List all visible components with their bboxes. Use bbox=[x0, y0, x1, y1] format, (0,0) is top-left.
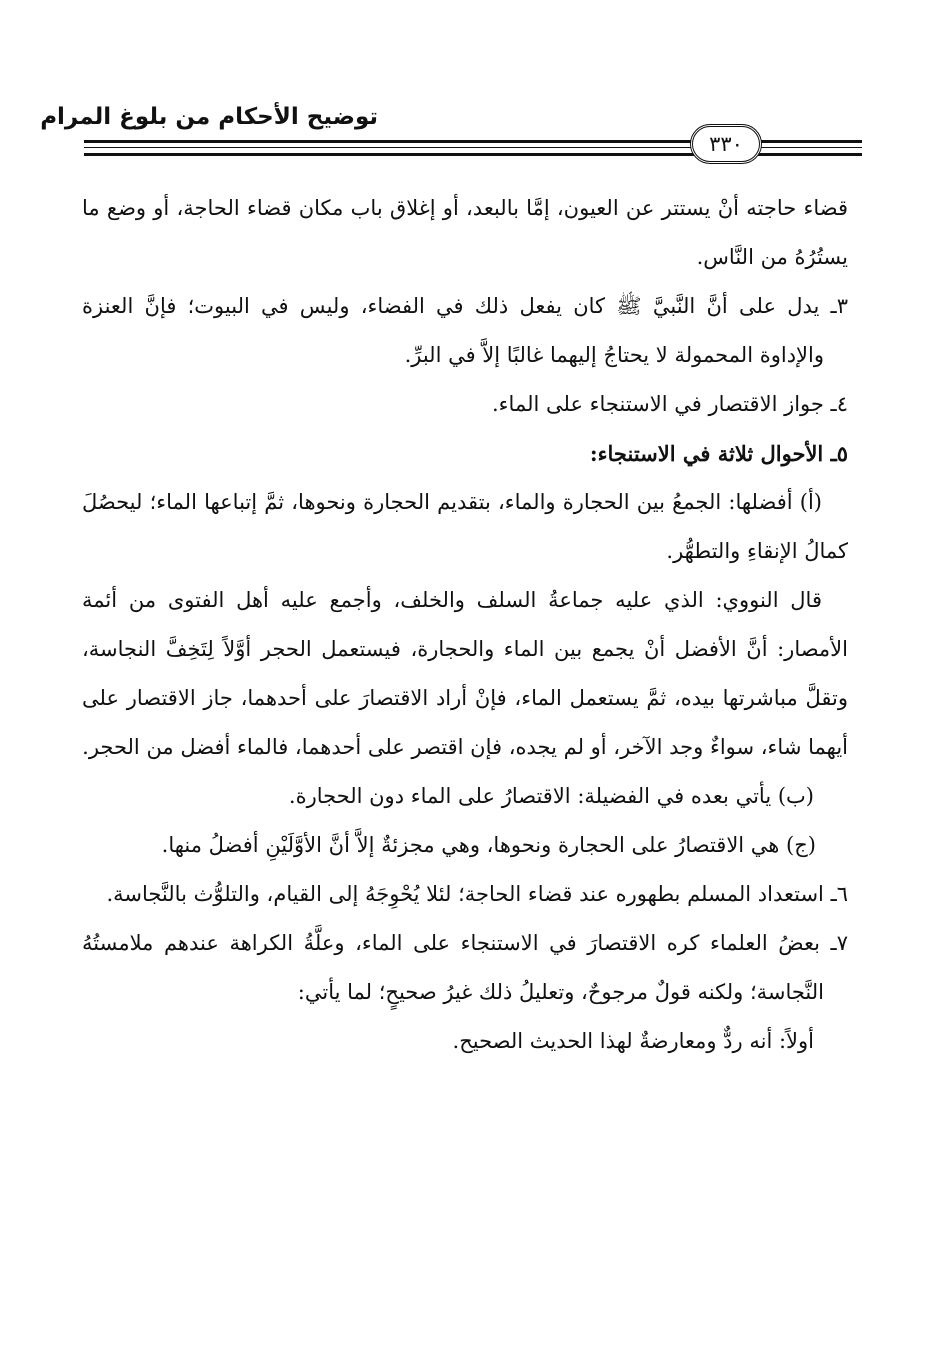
main-text bbox=[82, 184, 848, 1066]
paragraph-first-reason: أولاً: أنه ردٌّ ومعارضةٌ لهذا الحديث الصحيح. bbox=[452, 1029, 814, 1053]
paragraph-continuation: قضاء حاجته أنْ يستتر عن العيون، إمَّا بالبعد، أو إغلاق باب مكان قضاء الحاجة، أو وضع ما يستُرُهُ من النَّاس. bbox=[82, 196, 848, 269]
paragraph-point-5-heading: ٥ـ الأحوال ثلاثة في الاستنجاء: bbox=[589, 441, 848, 466]
page-number-badge bbox=[690, 124, 762, 164]
paragraph-point-6: ٦ـ استعداد المسلم بطهوره عند قضاء الحاجة؛ لئلا يُحْوِجَهُ إلى القيام، والتلوُّث بالنَّجاسة. bbox=[106, 882, 848, 906]
running-header-title: توضيح الأحكام من بلوغ المرام bbox=[40, 104, 378, 130]
paragraph-case-b: (ب) يأتي بعده في الفضيلة: الاقتصارُ على الماء دون الحجارة. bbox=[288, 784, 814, 808]
paragraph-nawawi-quote: قال النووي: الذي عليه جماعةُ السلف والخلف، وأجمع عليه أهل الفتوى من أئمة الأمصار: أنَّ الأفضل أنْ يجمع بين الماء والحجارة، فيستعمل الحجر أوَّلاً لِتَخِفَّ النجاسة، وتقلَّ مباشرتها بيده، ثمَّ يستعمل الماء، فإنْ أراد الاقتصارَ على أحدهما، جاز الاقتصار على أيهما شاء، سواءٌ وجد الآخر، أو لم يجده، فإن اقتصر على أحدهما، فالماء أفضل من الحجر. bbox=[82, 588, 848, 759]
paragraph-point-4: ٤ـ جواز الاقتصار في الاستنجاء على الماء. bbox=[492, 392, 848, 416]
page-number: ٣٣٠ bbox=[709, 131, 743, 156]
paragraph-case-a: (أ) أفضلها: الجمعُ بين الحجارة والماء، بتقديم الحجارة ونحوها، ثمَّ إتباعها الماء؛ ليحصُلَ كمالُ الإنقاءِ والتطهُّر. bbox=[82, 490, 848, 563]
paragraph-point-7: ٧ـ بعضُ العلماء كره الاقتصارَ في الاستنجاء على الماء، وعلَّةُ الكراهة عندهم ملامستُهُ النَّجاسة؛ ولكنه قولٌ مرجوحٌ، وتعليلُ ذلك غيرُ صحيحٍ؛ لما يأتي: bbox=[82, 931, 848, 1004]
paragraph-point-3: ٣ـ يدل على أنَّ النَّبيَّ ﷺ كان يفعل ذلك في الفضاء، وليس في البيوت؛ فإنَّ العنزة والإداوة المحمولة لا يحتاجُ إليهما غالبًا إلاَّ في البرِّ. bbox=[82, 294, 848, 367]
paragraph-case-c: (ج) هي الاقتصارُ على الحجارة ونحوها، وهي مجزئةٌ إلاَّ أنَّ الأوَّلَيْنِ أفضلُ منها. bbox=[161, 833, 816, 857]
